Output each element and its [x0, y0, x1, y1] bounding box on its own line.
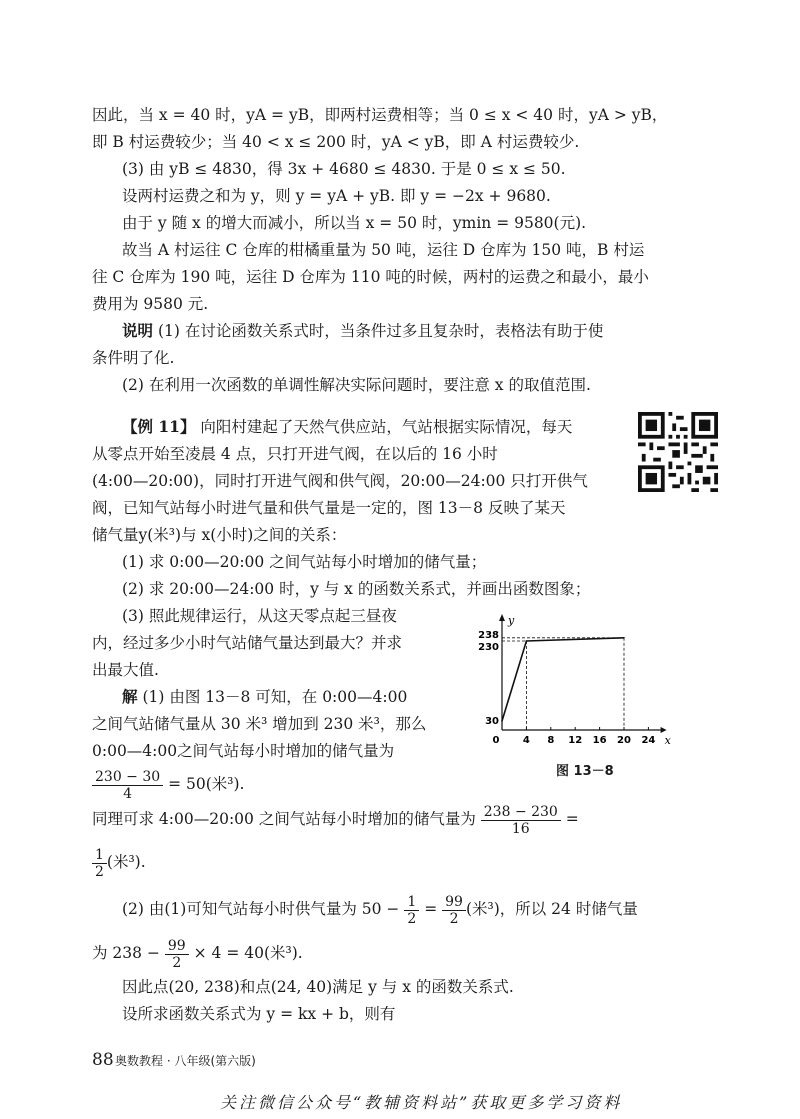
text-line: (3) 由 yB ≤ 4830，得 3x + 4680 ≤ 4830. 于是 0 ≤ x ≤ 50. — [122, 160, 566, 178]
y-tick-label: 30 — [485, 716, 499, 727]
question-1: (1) 求 0:00—20:00 之间气站每小时增加的储气量； — [122, 553, 487, 571]
text-line: 由于 y 随 x 的增大而减小，所以当 x = 50 时，ymin = 9580(元). — [122, 214, 587, 232]
x-tick-label: 4 — [522, 735, 530, 746]
text-line: 条件明了化. — [92, 349, 175, 367]
example-text: 向阳村建起了天然气供应站，气站根据实际情况，每天 — [195, 418, 573, 436]
text-line: 内，经过多少小时气站储气量达到最大？并求 — [92, 634, 403, 652]
text-line: (2) 在利用一次函数的单调性解决实际问题时，要注意 x 的取值范围. — [122, 376, 591, 394]
note-line — [122, 320, 692, 342]
example-title-line — [122, 416, 622, 438]
text-line: 0:00—4:00之间气站每小时增加的储气量为 — [92, 742, 395, 760]
text-line: (4:00—20:00)，同时打开进气阀和供气阀，20:00—24:00 只打开供气 — [92, 472, 588, 490]
fraction: $\frac{238 - 230}{16}$ — [481, 804, 561, 837]
y-tick-label: 230 — [478, 642, 499, 653]
text-line: 费用为 9580 元. — [92, 295, 209, 313]
question-2: (2) 求 20:00—24:00 时，y 与 x 的函数关系式，并画出函数图象； — [122, 580, 591, 598]
x-axis-arrow — [661, 727, 667, 733]
example-label: 【例 11】 — [122, 417, 196, 436]
qr-code — [638, 412, 718, 492]
question-3: (3) 照此规律运行，从这天零点起三昼夜 — [122, 607, 397, 625]
text-line: 因此点(20, 238)和点(24, 40)满足 y 与 x 的函数关系式. — [122, 978, 514, 996]
fraction: $\frac{230 - 30}{4}$ — [92, 769, 163, 802]
text-line: 往 C 仓库为 190 吨，运往 D 仓库为 110 吨的时候，两村的运费之和最小，最小 — [92, 268, 649, 286]
text-line: 储气量y(米³)与 x(小时)之间的关系： — [92, 526, 347, 544]
text-line: 即 B 村运费较少；当 40 < x ≤ 200 时，yA < yB，即 A 村运费较少. — [92, 133, 580, 151]
series-line — [502, 638, 624, 721]
x-tick-label: 0 — [492, 735, 500, 746]
x-tick-label: 24 — [641, 735, 656, 746]
x-tick-label: 8 — [547, 735, 555, 746]
text-line: 之间气站储气量从 30 米³ 增加到 230 米³，那么 — [92, 715, 427, 733]
data-point — [501, 720, 503, 722]
x-tick-label: 20 — [617, 735, 631, 746]
solution-text: (1) 由图 13－8 可知，在 0:00—4:00 — [137, 688, 408, 706]
fraction: $\frac{1}{2}$ — [92, 847, 107, 880]
text-line: 从零点开始至凌晨 4 点，只打开进气阀，在以后的 16 小时 — [92, 445, 498, 463]
x-axis-label: x — [664, 734, 671, 747]
fraction: $\frac{99}{2}$ — [442, 894, 466, 927]
formula-line: (2) 由(1)可知气站每小时供气量为 50 − $\frac{1}{2}$ = $\frac{99}{2}$ (米³)，所以 24 时储气量 — [122, 893, 638, 927]
x-tick-label: 16 — [592, 735, 607, 746]
text-line: 阀，已知气站每小时进气量和供气量是一定的，图 13－8 反映了某天 — [92, 499, 566, 517]
text-line: 出最大值. — [92, 661, 159, 679]
solution-line — [122, 686, 482, 708]
text-line: 故当 A 村运往 C 仓库的柑橘重量为 50 吨，运往 D 仓库为 150 吨，B 村运 — [122, 241, 645, 259]
y-tick-label: 238 — [478, 629, 499, 641]
page-number: 88 — [92, 1050, 114, 1070]
note-text: (1) 在讨论函数关系式时，当条件过多且复杂时，表格法有助于使 — [153, 322, 604, 340]
fraction: $\frac{1}{2}$ — [404, 894, 419, 927]
data-point — [623, 637, 625, 639]
formula-line: 为 238 − $\frac{99}{2}$ × 4 = 40(米³). — [92, 937, 303, 971]
x-tick-label: 12 — [568, 735, 583, 746]
solution-label: 解 — [122, 687, 138, 706]
data-point — [526, 640, 528, 642]
y-axis-label: y — [508, 614, 515, 627]
y-axis-arrow — [499, 614, 505, 621]
formula-line: 同理可求 4:00—20:00 之间气站每小时增加的储气量为 $\frac{238 - 230}{16}$ = — [92, 803, 579, 837]
figure-caption: 图 13－8 — [556, 764, 614, 779]
text-line: 因此，当 x = 40 时，yA = yB，即两村运费相等；当 0 ≤ x < 40 时，yA > yB， — [92, 106, 668, 124]
note-label: 说明 — [122, 321, 154, 340]
formula-line: $\frac{230 - 30}{4}$ = 50(米³). — [92, 764, 452, 804]
fraction: $\frac{99}{2}$ — [165, 938, 189, 971]
text-line: 设两村运费之和为 y，则 y = yA + yB. 即 y = −2x + 9680. — [122, 187, 551, 205]
text-line: 设所求函数关系式为 y = kx + b，则有 — [122, 1005, 396, 1023]
book-title: 奥数教程 · 八年级(第六版) — [115, 1054, 256, 1068]
line-chart — [470, 612, 700, 784]
formula-line: $\frac{1}{2}$ (米³). — [92, 842, 692, 882]
watermark-text: 关注微信公众号“教辅资料站”获取更多学习资料 — [220, 1093, 623, 1112]
